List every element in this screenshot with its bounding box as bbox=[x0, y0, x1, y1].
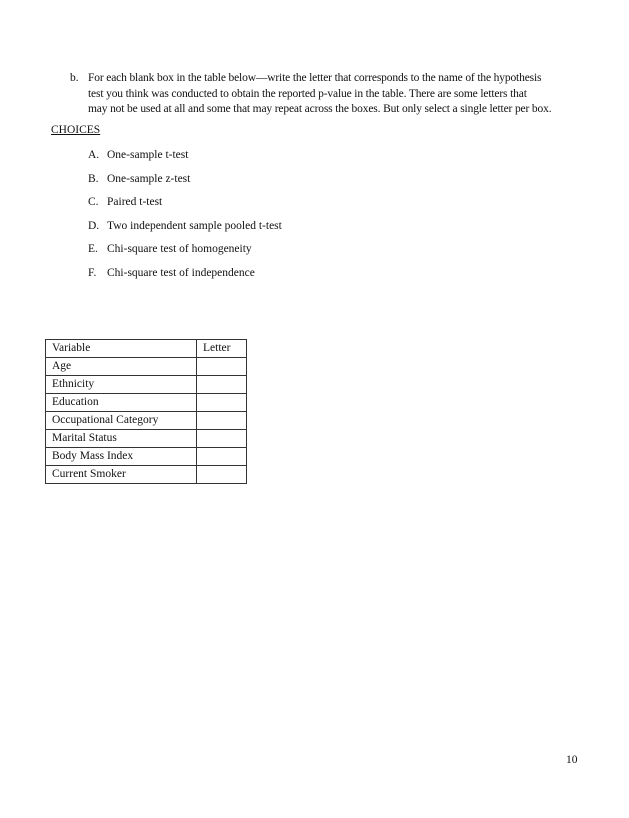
choice-label: One-sample t-test bbox=[107, 149, 189, 161]
choice-item-b bbox=[88, 172, 282, 196]
choice-label: One-sample z-test bbox=[107, 172, 191, 185]
letter-answer-box[interactable] bbox=[197, 376, 247, 394]
choices-heading: CHOICES bbox=[51, 124, 101, 136]
letter-answer-box[interactable] bbox=[197, 358, 247, 376]
choice-letter: A. bbox=[88, 149, 100, 161]
choice-letter: E. bbox=[88, 243, 98, 256]
choice-letter: D. bbox=[88, 219, 100, 232]
question-line: test you think was conducted to obtain the reported p-value in the table. There are some letters that bbox=[88, 87, 527, 100]
variable-cell: Current Smoker bbox=[46, 466, 197, 484]
header-variable: Variable bbox=[46, 340, 197, 358]
choice-label: Paired t-test bbox=[107, 196, 163, 209]
choice-label: Two independent sample pooled t-test bbox=[107, 219, 282, 232]
letter-answer-box[interactable] bbox=[197, 412, 247, 430]
question-line: For each blank box in the table below—write the letter that corresponds to the name of the hypothesis bbox=[88, 72, 542, 84]
choice-item-e bbox=[88, 242, 282, 266]
variable-cell: Occupational Category bbox=[46, 412, 197, 430]
choice-label: Chi-square test of independence bbox=[107, 266, 255, 279]
letter-answer-box[interactable] bbox=[197, 430, 247, 448]
variable-cell: Body Mass Index bbox=[46, 448, 197, 466]
choice-item-c bbox=[88, 195, 282, 219]
choice-item-a bbox=[88, 148, 282, 172]
question-line: may not be used at all and some that may repeat across the boxes. But only select a single letter per box. bbox=[88, 103, 552, 115]
letter-answer-box[interactable] bbox=[197, 448, 247, 466]
question-text bbox=[88, 71, 578, 118]
table-row bbox=[46, 466, 247, 484]
table-row bbox=[46, 430, 247, 448]
choice-letter: F. bbox=[88, 266, 97, 279]
header-letter: Letter bbox=[197, 340, 247, 358]
table-row bbox=[46, 358, 247, 376]
choice-label: Chi-square test of homogeneity bbox=[107, 243, 252, 256]
table-row bbox=[46, 412, 247, 430]
letter-answer-box[interactable] bbox=[197, 394, 247, 412]
table-row bbox=[46, 394, 247, 412]
choice-item-d bbox=[88, 219, 282, 243]
choice-letter: B. bbox=[88, 172, 99, 185]
choice-letter: C. bbox=[88, 196, 99, 209]
table-row bbox=[46, 448, 247, 466]
table-row bbox=[46, 376, 247, 394]
page-number: 10 bbox=[566, 754, 578, 766]
question-marker: b. bbox=[70, 72, 79, 84]
table-header-row bbox=[46, 340, 247, 358]
variable-cell: Age bbox=[46, 358, 197, 376]
choice-item-f bbox=[88, 266, 282, 290]
answer-table bbox=[45, 339, 247, 484]
variable-cell: Education bbox=[46, 394, 197, 412]
variable-cell: Marital Status bbox=[46, 430, 197, 448]
letter-answer-box[interactable] bbox=[197, 466, 247, 484]
variable-cell: Ethnicity bbox=[46, 376, 197, 394]
choice-list bbox=[88, 148, 282, 290]
